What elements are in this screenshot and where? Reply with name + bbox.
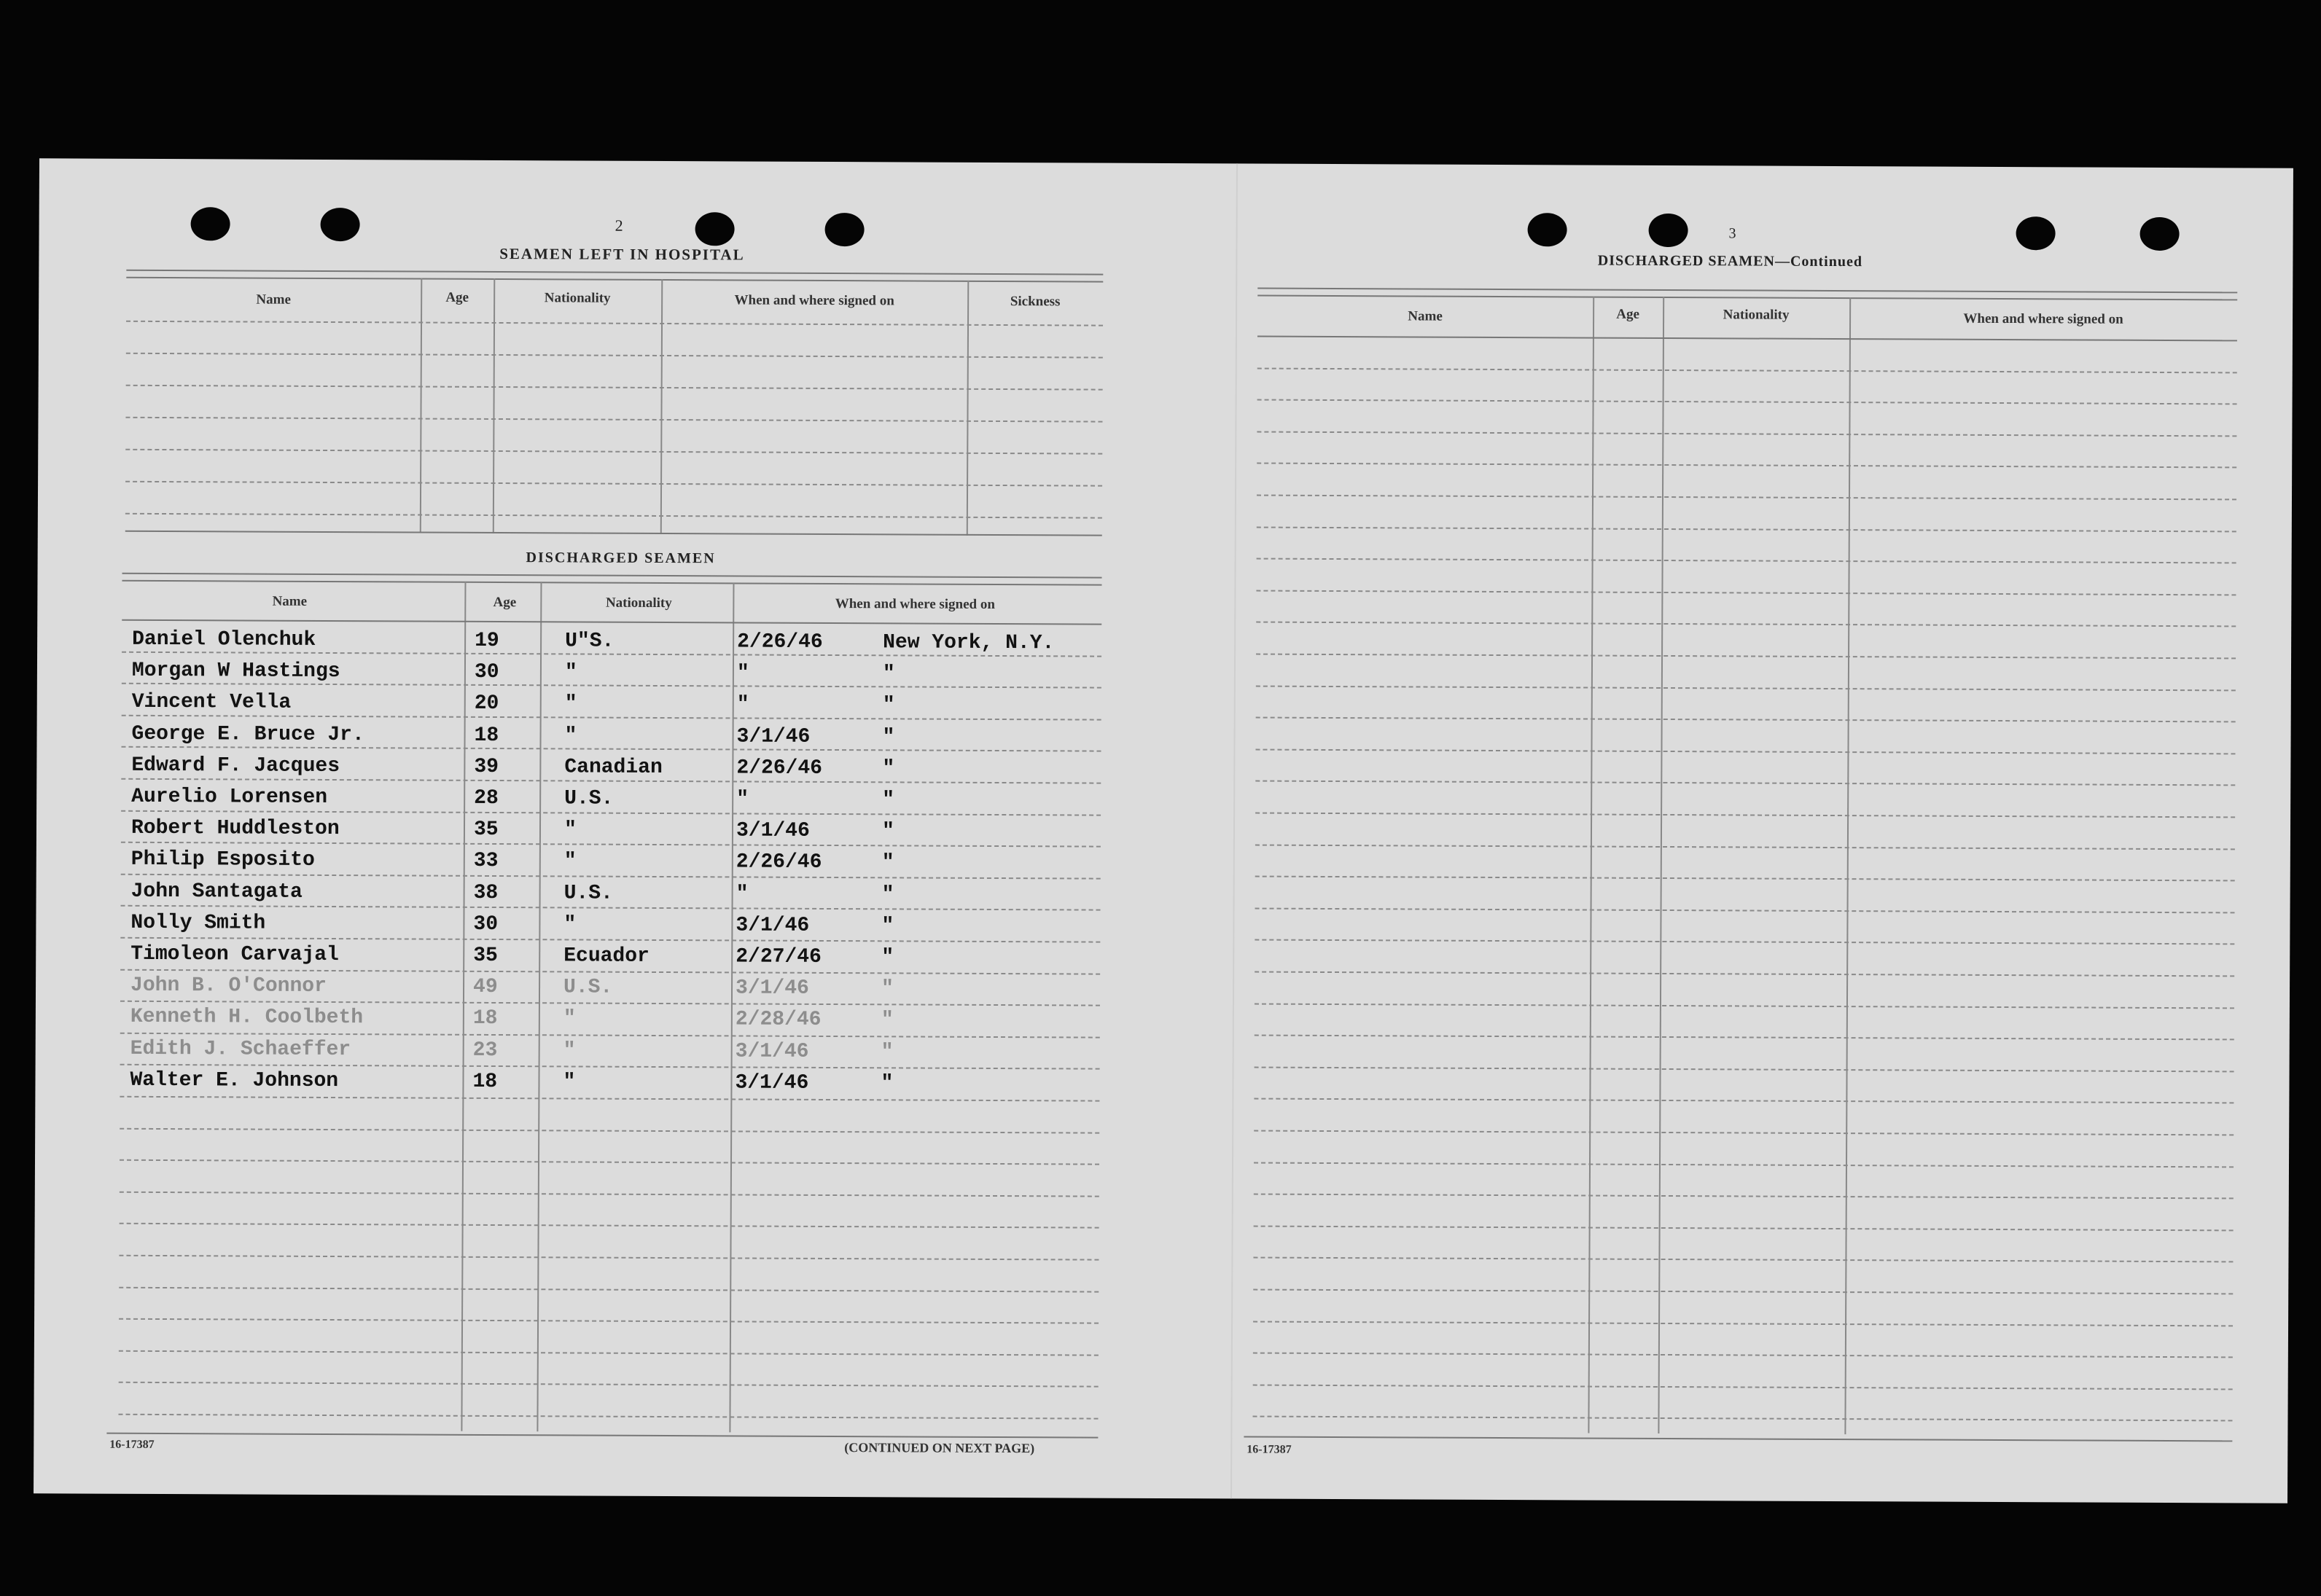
signed-on-date: 3/1/46 <box>736 725 811 748</box>
ruled-line <box>1254 1098 2234 1104</box>
seaman-nationality: U.S. <box>563 976 613 999</box>
seaman-name: Daniel Olenchuk <box>132 627 316 652</box>
signed-on-place: " <box>881 946 894 969</box>
ruled-line <box>120 1096 1099 1102</box>
ruled-line <box>120 1223 1099 1229</box>
ruled-line <box>119 1318 1099 1324</box>
signed-on-date: " <box>736 693 749 716</box>
ruled-line <box>1255 813 2235 818</box>
ruled-line <box>1255 748 2235 754</box>
seaman-name: Walter E. Johnson <box>130 1068 339 1092</box>
hospital-col-nationality: Nationality <box>544 290 611 306</box>
seaman-age: 30 <box>474 661 499 684</box>
seaman-name: Morgan W Hastings <box>131 660 340 684</box>
seaman-nationality: " <box>563 818 577 842</box>
ruled-line <box>119 1255 1099 1261</box>
seaman-nationality: " <box>564 724 577 748</box>
ruled-line <box>1255 907 2235 913</box>
ruled-line <box>119 1286 1099 1292</box>
seaman-age: 35 <box>473 818 499 842</box>
signed-on-place: " <box>881 915 894 938</box>
punch-hole <box>2139 217 2179 251</box>
hospital-col-signed-on: When and where signed on <box>734 292 894 309</box>
continued-col-signed-on: When and where signed on <box>1963 310 2123 327</box>
ruled-line <box>121 874 1101 880</box>
signed-on-place: " <box>882 694 895 717</box>
signed-on-place: " <box>881 1040 894 1063</box>
seaman-age: 38 <box>473 881 499 904</box>
ruled-line <box>1257 367 2237 373</box>
ruled-line <box>1256 622 2236 627</box>
ruled-line <box>1256 685 2236 691</box>
signed-on-date: " <box>736 662 749 685</box>
ruled-line <box>120 1192 1099 1197</box>
seaman-nationality: " <box>563 850 577 873</box>
ruled-line <box>119 1350 1099 1356</box>
seaman-name: Edith J. Schaeffer <box>130 1037 351 1061</box>
discharged-col-nationality: Nationality <box>605 595 672 611</box>
ruled-line <box>122 715 1101 721</box>
ruled-line <box>1254 1130 2234 1136</box>
seaman-nationality: " <box>563 913 577 936</box>
continued-col-name: Name <box>1408 308 1443 324</box>
ruled-line <box>1255 844 2235 850</box>
discharged-section-title: DISCHARGED SEAMEN <box>526 549 716 567</box>
ruled-line <box>1255 876 2235 882</box>
seaman-nationality: " <box>563 1071 576 1094</box>
ruled-line <box>1255 1066 2234 1072</box>
seaman-name: Vincent Vella <box>131 691 292 715</box>
seaman-nationality: U.S. <box>564 787 614 810</box>
ledger-paper <box>34 158 2293 1503</box>
seaman-name: Kenneth H. Coolbeth <box>130 1006 364 1030</box>
continued-note: (CONTINUED ON NEXT PAGE) <box>844 1440 1035 1456</box>
seaman-name: John B. O'Connor <box>130 974 327 998</box>
ruled-line <box>121 746 1101 752</box>
seaman-age: 20 <box>474 692 499 716</box>
seaman-age: 18 <box>472 1070 498 1093</box>
seaman-name: Edward F. Jacques <box>131 754 340 778</box>
ruled-line <box>1253 1384 2233 1390</box>
seaman-age: 28 <box>474 786 499 810</box>
hospital-section-title: SEAMEN LEFT IN HOSPITAL <box>499 245 745 264</box>
punch-hole <box>191 207 230 240</box>
seaman-nationality: Ecuador <box>563 944 650 968</box>
ruled-line <box>121 778 1101 784</box>
signed-on-date: 3/1/46 <box>735 1040 809 1063</box>
hospital-col-name: Name <box>256 292 291 308</box>
ruled-line <box>1257 495 2236 501</box>
punch-hole <box>321 208 360 241</box>
signed-on-place: " <box>881 851 894 875</box>
seaman-age: 33 <box>473 850 499 873</box>
signed-on-place: " <box>882 757 895 781</box>
punch-hole <box>1649 214 1688 247</box>
ruled-line <box>1255 939 2234 945</box>
ruled-line <box>1257 431 2236 437</box>
signed-on-date: 2/26/46 <box>736 756 823 780</box>
seaman-name: Timoleon Carvajal <box>130 942 339 967</box>
ruled-line <box>1255 781 2235 786</box>
ruled-line <box>121 842 1101 848</box>
page-number: 2 <box>615 216 623 235</box>
ruled-line <box>1256 717 2236 723</box>
ruled-line <box>120 1159 1099 1165</box>
signed-on-place: " <box>881 1009 894 1032</box>
ruled-line <box>1257 463 2236 469</box>
ruled-line <box>122 683 1101 689</box>
signed-on-place: New York, N.Y. <box>883 631 1055 655</box>
signed-on-date: 3/1/46 <box>736 819 810 843</box>
ruled-line <box>1255 971 2234 977</box>
ruled-line <box>1255 1035 2234 1041</box>
ruled-line <box>1254 1225 2234 1231</box>
ruled-line <box>121 905 1101 911</box>
seaman-name: Philip Esposito <box>130 848 315 872</box>
signed-on-date: 2/26/46 <box>737 630 823 654</box>
page-fold <box>1230 163 1238 1498</box>
ruled-line <box>1254 1162 2234 1167</box>
ruled-line <box>1252 1416 2232 1422</box>
seaman-name: George E. Bruce Jr. <box>131 722 364 746</box>
ruled-line <box>1253 1289 2233 1295</box>
page-number: 3 <box>1728 225 1736 242</box>
ruled-line <box>121 810 1101 815</box>
signed-on-place: " <box>882 725 895 748</box>
seaman-age: 49 <box>472 976 498 999</box>
ruled-line <box>1254 1194 2234 1200</box>
ruled-line <box>120 969 1100 974</box>
hospital-col-age: Age <box>445 289 469 305</box>
seaman-age: 39 <box>474 755 499 778</box>
signed-on-place: " <box>881 977 894 1001</box>
continued-col-age: Age <box>1616 306 1639 322</box>
seaman-age: 23 <box>472 1038 498 1062</box>
signed-on-date: 3/1/46 <box>735 977 809 1001</box>
seaman-age: 35 <box>473 944 498 968</box>
discharged-col-name: Name <box>272 593 308 609</box>
ruled-line <box>120 1001 1100 1006</box>
seaman-nationality: Canadian <box>564 756 663 779</box>
seaman-nationality: " <box>563 1007 576 1030</box>
discharged-rules <box>39 158 2293 168</box>
continued-col-nationality: Nationality <box>1723 307 1790 323</box>
form-number: 16-17387 <box>1247 1443 1292 1456</box>
ruled-line <box>1256 654 2236 660</box>
signed-on-date: 3/1/46 <box>736 914 810 937</box>
signed-on-place: " <box>881 1072 894 1095</box>
punch-hole <box>1528 213 1567 246</box>
seaman-name: Robert Huddleston <box>130 817 340 841</box>
seaman-name: Aurelio Lorensen <box>131 785 328 809</box>
discharged-col-age: Age <box>493 594 517 611</box>
seaman-age: 19 <box>475 629 499 653</box>
signed-on-date: " <box>736 883 749 906</box>
ruled-line <box>120 1127 1099 1133</box>
signed-on-date: " <box>736 788 749 811</box>
signed-on-date: 2/28/46 <box>735 1008 822 1032</box>
seaman-name: Nolly Smith <box>130 911 266 935</box>
punch-hole <box>2016 216 2055 250</box>
seaman-nationality: U.S. <box>563 882 613 905</box>
seaman-nationality: " <box>564 661 577 684</box>
ruled-line <box>1256 590 2236 595</box>
ruled-line <box>1257 558 2236 564</box>
signed-on-place: " <box>882 662 895 686</box>
seaman-nationality: " <box>563 1039 576 1063</box>
ruled-line <box>1257 526 2236 532</box>
ruled-line <box>1257 399 2237 405</box>
signed-on-place: " <box>882 789 895 812</box>
seaman-age: 18 <box>472 1007 498 1030</box>
seaman-nationality: " <box>564 692 577 716</box>
ruled-line <box>1253 1353 2233 1358</box>
discharged-col-signed-on: When and where signed on <box>835 596 996 612</box>
ruled-line <box>120 937 1100 943</box>
signed-on-place: " <box>881 820 894 843</box>
seaman-nationality: U"S. <box>565 630 615 653</box>
punch-hole <box>695 212 734 246</box>
hospital-col-sickness: Sickness <box>1010 294 1061 310</box>
ruled-line <box>119 1382 1099 1388</box>
form-number: 16-17387 <box>109 1438 155 1451</box>
discharged-continued-title: DISCHARGED SEAMEN—Continued <box>1597 252 1863 270</box>
signed-on-date: 2/26/46 <box>736 850 822 875</box>
signed-on-date: 3/1/46 <box>735 1071 809 1095</box>
seaman-age: 30 <box>473 912 499 936</box>
seaman-age: 18 <box>474 724 499 747</box>
ruled-line <box>118 1414 1098 1420</box>
ruled-line <box>1255 1003 2234 1009</box>
ruled-line <box>1253 1321 2233 1326</box>
signed-on-date: 2/27/46 <box>736 945 822 969</box>
signed-on-place: " <box>881 883 894 906</box>
ruled-line <box>1253 1257 2233 1263</box>
seaman-name: John Santagata <box>130 880 303 904</box>
continued-rules <box>39 158 2293 168</box>
punch-hole <box>824 213 864 246</box>
